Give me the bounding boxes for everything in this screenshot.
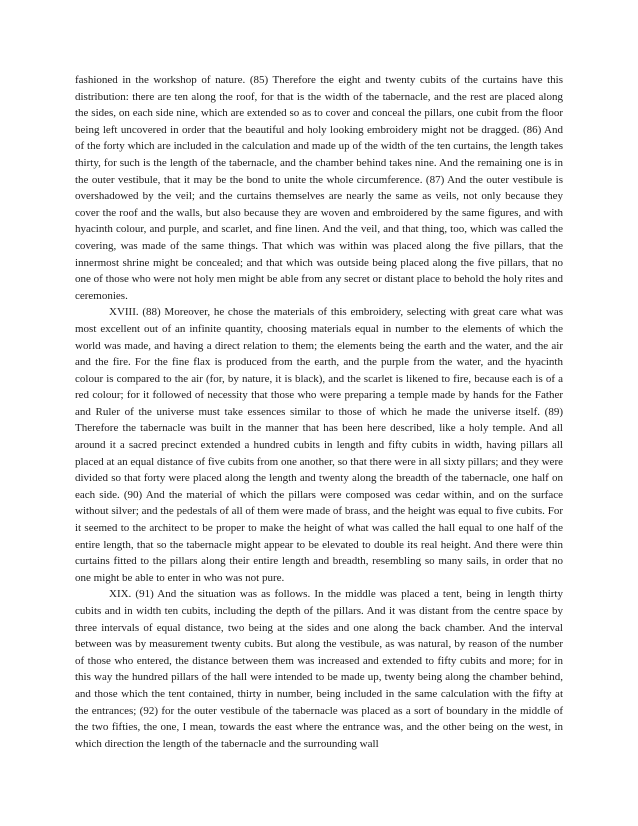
paragraph-chapter-xviii: XVIII. (88) Moreover, he chose the materials of this embroidery, selecting with great care what was most excellent out of an infinite quantity, choosing materials equal in number to the elements of which the world was made, and having a direct relation to them; the elements being the earth and the water, and the air and the fire. For the fine flax is produced from the earth, and the purple from the water, and the hyacinth colour is compared to the air (for, by nature, it is black), and the scarlet is likened to fire, because each is of a red colour; for it followed of necessity that those who were preparing a temple made by hands for the Father and Ruler of the universe must take essences similar to those of which he made the universe itself. (89) Therefore the tabernacle was built in the manner that has been here described, like a holy temple. And all around it a sacred precinct extended a hundred cubits in length and fifty cubits in width, having pillars all placed at an equal distance of five cubits from one another, so that there were in all sixty pillars; and they were divided so that forty were placed along the length and twenty along the breadth of the tabernacle, one half on each side. (90) And the material of which the pillars were composed was cedar within, and on the surface without silver; and the pedestals of all of them were made of brass, and the height was equal to five cubits. For it seemed to the architect to be proper to make the height of what was called the hall equal to one half of the entire length, that so the tabernacle might appear to be elevated to double its real height. And there were thin curtains fitted to the pillars along their entire length and breadth, resembling so many sails, in order that no one might be able to enter in who was not pure. — [75, 306, 563, 584]
paragraph-continuation: fashioned in the workshop of nature. (85) Therefore the eight and twenty cubits of the curtains have this distribution: there are ten along the roof, for that is the width of the tabernacle, and the rest are placed along the sides, on each side nine, which are extended so as to cover and conceal the pillars, one cubit from the floor being left uncovered in order that the beautiful and holy looking embroidery might not be dragged. (86) And of the forty which are included in the calculation and made up of the width of the ten curtains, the length takes thirty, for such is the length of the tabernacle, and the chamber behind takes nine. And the remaining one is in the outer vestibule, that it may be the bond to unite the whole circumference. (87) And the outer vestibule is overshadowed by the veil; and the curtains themselves are nearly the same as veils, not only because they cover the roof and the walls, but also because they are woven and embroidered by the same figures, and with hyacinth colour, and purple, and scarlet, and fine linen. And the veil, and that thing, too, which was called the covering, was made of the same things. That which was within was placed along the five pillars, that the innermost shrine might be concealed; and that which was outside being placed along the five pillars, that no one of those who were not holy men might be able from any secret or distant place to behold the holy rites and ceremonies. — [75, 74, 563, 302]
paragraph-chapter-xix: XIX. (91) And the situation was as follows. In the middle was placed a tent, being in length thirty cubits and in width ten cubits, including the depth of the pillars. And it was distant from the centre space by three intervals of equal distance, two being at the sides and one along the back chamber. And the interval between was by measurement twenty cubits. But along the vestibule, as was natural, by reason of the number of those who entered, the distance between them was increased and extended to fifty cubits and more; for in this way the hundred pillars of the hall were intended to be made up, twenty being along the chamber behind, and those which the tent contained, thirty in number, being included in the same calculation with the fifty at the entrances; (92) for the outer vestibule of the tabernacle was placed as a sort of boundary in the middle of the two fifties, the one, I mean, towards the east where the entrance was, and the other being on the west, in which direction the length of the tabernacle and the surrounding wall — [75, 588, 563, 750]
document-page — [75, 72, 563, 752]
